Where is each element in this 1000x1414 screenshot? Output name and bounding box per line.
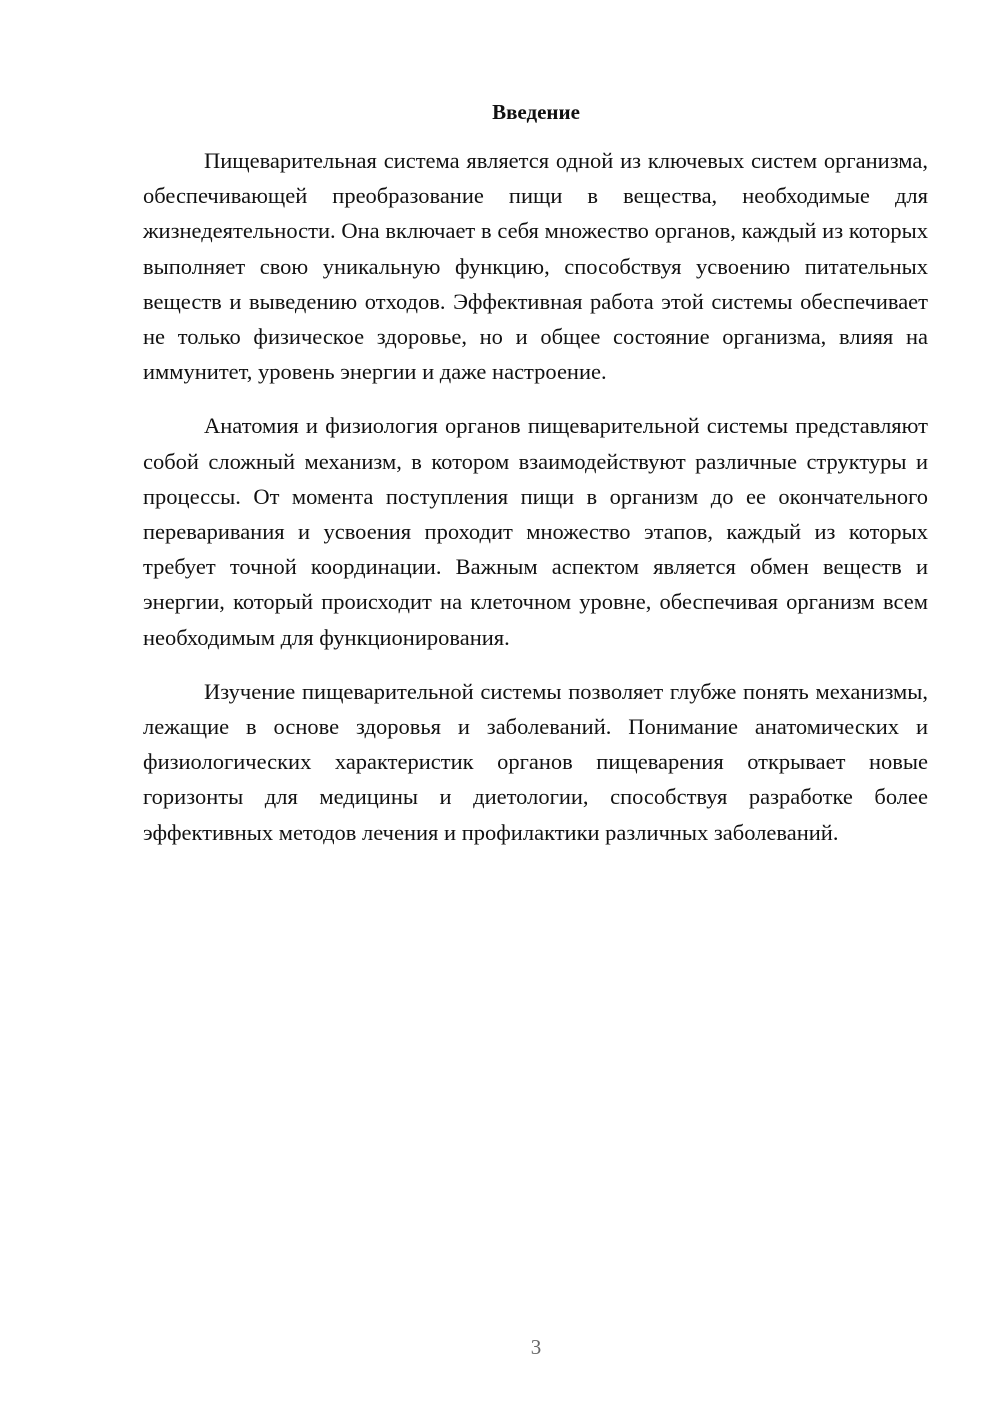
paragraph-2: Анатомия и физиология органов пищеварительной системы представляют собой сложный механизм, в котором взаимодействуют различные структуры и процессы. От момента поступления пищи в организм до ее окончательного переваривания и усвоения проходит множество этапов, каждый из которых требует точной координации. Важным аспектом является обмен веществ и энергии, который происходит на клеточном уровне, обеспечивая организм всем необходимым для функционирования.: [143, 413, 928, 650]
paragraph-3: Изучение пищеварительной системы позволяет глубже понять механизмы, лежащие в основе здоровья и заболеваний. Понимание анатомических и физиологических характеристик органов пищеварения открывает новые горизонты для медицины и диетологии, способствуя разработке более эффективных методов лечения и профилактики различных заболеваний.: [143, 678, 928, 845]
page-number: 3: [530, 1335, 542, 1359]
section-title: Введение: [492, 100, 580, 124]
paragraph-1: Пищеварительная система является одной из ключевых систем организма, обеспечивающей преобразование пищи в вещества, необходимые для жизнедеятельности. Она включает в себя множество органов, каждый из которых выполняет свою уникальную функцию, способствуя усвоению питательных веществ и выведению отходов. Эффективная работа этой системы обеспечивает не только физическое здоровье, но и общее состояние организма, влияя на иммунитет, уровень энергии и даже настроение.: [143, 148, 928, 385]
body-text: [143, 143, 928, 850]
